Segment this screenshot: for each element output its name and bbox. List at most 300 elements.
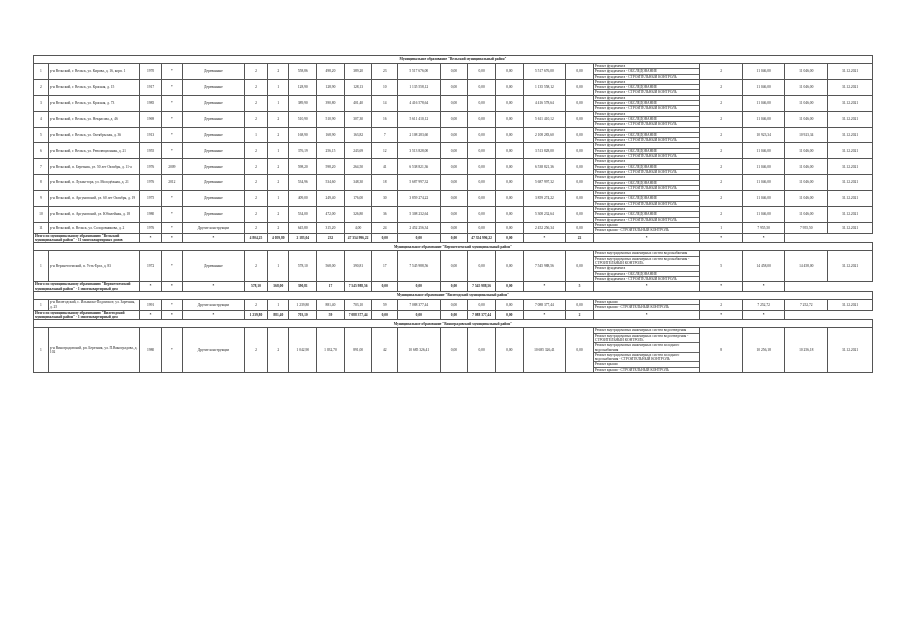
cost-owners: 5 517 676,00: [523, 64, 566, 80]
total-value: *: [742, 282, 785, 292]
max-unit-cost: 11 046,00: [785, 159, 828, 175]
year-reconstruction: *: [161, 222, 182, 233]
area-residential: 703,10: [344, 299, 372, 310]
unit-cost: 11 046,00: [742, 64, 785, 80]
address: р-н Вельский, г. Вельск, ул. Красная, д. 15: [48, 79, 140, 95]
cost-other: 0,00: [566, 299, 594, 310]
year-reconstruction: *: [161, 191, 182, 207]
total-value: 390,81: [289, 282, 317, 292]
cost-other: 0,00: [566, 207, 594, 223]
floors: 2: [244, 328, 267, 373]
row-number: 4: [34, 111, 49, 127]
year-built: 1980: [140, 207, 161, 223]
total-value: *: [523, 310, 566, 320]
wall-material: Деревянные: [183, 175, 245, 191]
cost-federal: 0,00: [440, 207, 468, 223]
row-number: 3: [34, 95, 49, 111]
total-value: 22: [566, 233, 594, 243]
completion-date: 31.12.2021: [828, 175, 873, 191]
total-value: 7 545 988,56: [344, 282, 372, 292]
total-value: 0,00: [372, 233, 398, 243]
municipality-total-row: [34, 310, 873, 320]
area-residential: 4,00: [344, 222, 372, 233]
completion-date: 31.12.2021: [828, 251, 873, 282]
year-reconstruction: *: [161, 328, 182, 373]
work-item: Ремонт фундамента - СТРОИТЕЛЬНЫЙ КОНТРОЛЬ: [594, 74, 677, 79]
table-row: [34, 328, 873, 373]
wall-material: Деревянные: [183, 111, 245, 127]
area-premises: 168,90: [317, 127, 345, 143]
cost-owners: 7 088 377,44: [523, 299, 566, 310]
total-value: 47 354 996,22: [468, 233, 496, 243]
year-reconstruction: *: [161, 64, 182, 80]
total-cost: 2 452 256,34: [398, 222, 441, 233]
total-value: 232: [317, 233, 345, 243]
work-item: Ремонт фундамента - ОБСЛЕДОВАНИЕ: [594, 69, 699, 74]
row-number: 1: [34, 328, 49, 373]
completion-date: 31.12.2021: [828, 95, 873, 111]
total-value: 703,10: [289, 310, 317, 320]
cost-other: 0,00: [566, 64, 594, 80]
works-count: 2: [700, 111, 743, 127]
row-number: 2: [34, 79, 49, 95]
table-row: [34, 299, 873, 310]
works-list: [593, 159, 699, 175]
row-number: 8: [34, 175, 49, 191]
total-area: 389,90: [289, 95, 317, 111]
address: р-н Вельский, г. Вельск, ул. Кирова, д. 16, корп. 1: [48, 64, 140, 80]
cost-federal: 0,00: [440, 328, 468, 373]
total-value: *: [161, 282, 182, 292]
work-item: Ремонт внутридомовых инженерных систем холодного водоснабжения - СТРОИТЕЛЬНЫЙ КОНТРОЛЬ: [594, 353, 699, 363]
area-residential: 264,50: [344, 159, 372, 175]
year-reconstruction: *: [161, 299, 182, 310]
total-value: *: [523, 282, 566, 292]
total-value: 0,00: [372, 282, 398, 292]
capital-repair-table: [33, 55, 873, 373]
cost-owners: 7 545 988,56: [523, 251, 566, 282]
area-premises: 1 032,70: [317, 328, 345, 373]
cost-owners: 5 611 410,12: [523, 111, 566, 127]
area-premises: 390,80: [317, 95, 345, 111]
max-unit-cost: 14 458,00: [785, 251, 828, 282]
cost-other: 0,00: [566, 251, 594, 282]
total-value: *: [593, 282, 699, 292]
total-value: 881,40: [268, 310, 289, 320]
max-unit-cost: 7 252,72: [785, 299, 828, 310]
year-reconstruction: *: [161, 79, 182, 95]
completion-date: 31.12.2021: [828, 111, 873, 127]
completion-date: 31.12.2021: [828, 191, 873, 207]
cost-regional: 0,00: [468, 64, 496, 80]
work-item: Ремонт фундамента - СТРОИТЕЛЬНЫЙ КОНТРОЛЬ: [594, 201, 677, 206]
address: р-н Вельский, г. Вельск, ул. Красная, д. 73: [48, 95, 140, 111]
total-cost: 5 517 676,00: [398, 64, 441, 80]
address: р-н Вельский, п. Вельск, ул. Солодовникова, д. 2: [48, 222, 140, 233]
total-value: *: [183, 233, 245, 243]
cost-federal: 0,00: [440, 79, 468, 95]
works-list: [593, 95, 699, 111]
area-premises: 472,00: [317, 207, 345, 223]
entrances: 2: [268, 64, 289, 80]
floors: 2: [244, 159, 267, 175]
work-item: Ремонт крыши - СТРОИТЕЛЬНЫЙ КОНТРОЛЬ: [594, 228, 670, 233]
works-list: [593, 191, 699, 207]
work-item: Ремонт фундамента: [594, 80, 699, 85]
completion-date: 31.12.2021: [828, 64, 873, 80]
register-sheet: [33, 55, 873, 373]
wall-material: Деревянные: [183, 64, 245, 80]
area-premises: 881,40: [317, 299, 345, 310]
total-cost: 6 538 821,36: [398, 159, 441, 175]
work-item: Ремонт внутридомовых инженерных систем холодного водоснабжения: [594, 343, 699, 353]
works-count: 2: [700, 207, 743, 223]
works-list: [593, 175, 699, 191]
wall-material: Деревянные: [183, 207, 245, 223]
works-count: 2: [700, 79, 743, 95]
works-list: [593, 251, 699, 282]
entrances: 1: [268, 299, 289, 310]
work-item: Ремонт внутридомовых инженерных систем водоотведения - СТРОИТЕЛЬНЫЙ КОНТРОЛЬ: [594, 334, 699, 344]
cost-federal: 0,00: [440, 175, 468, 191]
work-item: Ремонт фундамента - СТРОИТЕЛЬНЫЙ КОНТРОЛЬ: [594, 122, 677, 127]
floors: 2: [244, 207, 267, 223]
total-value: 7 088 377,44: [344, 310, 372, 320]
work-item: Ремонт фундамента - ОБСЛЕДОВАНИЕ: [594, 117, 699, 122]
year-built: 1991: [140, 299, 161, 310]
area-residential: 163,82: [344, 127, 372, 143]
entrances: 2: [268, 222, 289, 233]
residents: 36: [372, 207, 398, 223]
cost-other: 0,00: [566, 159, 594, 175]
year-built: 1985: [140, 95, 161, 111]
completion-date: 31.12.2021: [828, 79, 873, 95]
address: р-н Вилегодский, с. Ильинско-Подомское, ул. Заречная, д. 25: [48, 299, 140, 310]
cost-owners: 5 308 232,64: [523, 207, 566, 223]
total-label: Итого по муниципальному образованию "Верхнетоемский муниципальный район" - 1 многоквартирный дом: [34, 282, 140, 292]
row-number: 1: [34, 251, 49, 282]
year-built: 1917: [140, 79, 161, 95]
address: р-н Вельский, г. Вельск, ул. Некрасова, д. 46: [48, 111, 140, 127]
floors: 2: [244, 111, 267, 127]
wall-material: Деревянные: [183, 159, 245, 175]
work-item: Ремонт фундамента: [594, 128, 699, 133]
cost-other: 0,00: [566, 222, 594, 233]
year-reconstruction: *: [161, 251, 182, 282]
works-count: 2: [700, 299, 743, 310]
total-value: 0,00: [495, 233, 523, 243]
row-number: 6: [34, 143, 49, 159]
floors: 2: [244, 79, 267, 95]
residents: 16: [372, 111, 398, 127]
total-area: 510,90: [289, 111, 317, 127]
completion-date: 31.12.2021: [828, 207, 873, 223]
cost-municipal: 0,00: [495, 328, 523, 373]
work-item: Ремонт фундамента - ОБСЛЕДОВАНИЕ: [594, 85, 699, 90]
cost-regional: 0,00: [468, 191, 496, 207]
total-value: *: [742, 233, 785, 243]
unit-cost: 11 046,00: [742, 111, 785, 127]
max-unit-cost: 11 046,00: [785, 111, 828, 127]
completion-date: 31.12.2021: [828, 328, 873, 373]
work-item: Ремонт фундамента - ОБСЛЕДОВАНИЕ: [594, 133, 699, 138]
municipality-title: Муниципальное образование "Верхнетоемский муниципальный район": [34, 243, 873, 251]
address: р-н Вельский, п. Березник, ул. 50 лет Октября, д. 11-а: [48, 159, 140, 175]
works-list: [593, 207, 699, 223]
area-residential: 389,20: [344, 64, 372, 80]
work-item: Ремонт фундамента: [594, 207, 699, 212]
works-list: [593, 299, 699, 310]
total-value: 0,00: [372, 310, 398, 320]
area-residential: 307,30: [344, 111, 372, 127]
year-built: 1980: [140, 328, 161, 373]
work-item: Ремонт фундамента - СТРОИТЕЛЬНЫЙ КОНТРОЛЬ: [594, 106, 677, 111]
year-built: 1970: [140, 64, 161, 80]
total-value: 0,00: [398, 282, 441, 292]
table-row: [34, 95, 873, 111]
work-item: Ремонт фундамента - ОБСЛЕДОВАНИЕ: [594, 212, 699, 217]
table-row: [34, 127, 873, 143]
total-value: 17: [317, 282, 345, 292]
residents: 10: [372, 79, 398, 95]
year-built: 1976: [140, 175, 161, 191]
residents: 30: [372, 191, 398, 207]
max-unit-cost: 11 046,00: [785, 79, 828, 95]
cost-other: 0,00: [566, 111, 594, 127]
wall-material: Деревянные: [183, 191, 245, 207]
work-item: Ремонт фундамента - СТРОИТЕЛЬНЫЙ КОНТРОЛЬ: [594, 169, 677, 174]
area-premises: 249,40: [317, 191, 345, 207]
unit-cost: 11 046,00: [742, 79, 785, 95]
total-value: 0,00: [440, 310, 468, 320]
max-unit-cost: 11 046,00: [785, 64, 828, 80]
total-value: *: [161, 233, 182, 243]
max-unit-cost: 11 046,00: [785, 207, 828, 223]
cost-federal: 0,00: [440, 127, 468, 143]
floors: 1: [244, 127, 267, 143]
total-value: *: [700, 310, 743, 320]
works-list: [593, 79, 699, 95]
total-area: 534,00: [289, 207, 317, 223]
total-cost: 3 513 828,00: [398, 143, 441, 159]
max-unit-cost: 10 256,18: [785, 328, 828, 373]
floors: 2: [244, 299, 267, 310]
total-cost: 10 685 326,41: [398, 328, 441, 373]
year-built: 1972: [140, 251, 161, 282]
address: р-н Вельский, г. Вельск, ул. Октябрьская, д. 36: [48, 127, 140, 143]
works-count: 2: [700, 95, 743, 111]
cost-regional: 0,00: [468, 175, 496, 191]
area-premises: 568,00: [317, 251, 345, 282]
cost-municipal: 0,00: [495, 127, 523, 143]
unit-cost: 11 046,00: [742, 159, 785, 175]
row-number: 1: [34, 299, 49, 310]
cost-municipal: 0,00: [495, 64, 523, 80]
works-count: 2: [700, 159, 743, 175]
row-number: 11: [34, 222, 49, 233]
work-item: Ремонт фундамента: [594, 191, 699, 196]
total-value: 7 088 377,44: [468, 310, 496, 320]
total-value: 0,00: [398, 233, 441, 243]
total-area: 1 239,80: [289, 299, 317, 310]
total-value: 7 545 988,56: [468, 282, 496, 292]
total-value: *: [523, 233, 566, 243]
work-item: Ремонт фундамента - ОБСЛЕДОВАНИЕ: [594, 149, 699, 154]
area-residential: 348,30: [344, 175, 372, 191]
municipality-total-row: [34, 282, 873, 292]
table-row: [34, 79, 873, 95]
entrances: 2: [268, 175, 289, 191]
work-item: Ремонт фундамента: [594, 143, 699, 148]
municipality-header-row: [34, 291, 873, 299]
year-reconstruction: *: [161, 127, 182, 143]
total-value: *: [700, 282, 743, 292]
year-reconstruction: *: [161, 111, 182, 127]
residents: 42: [372, 328, 398, 373]
entrances: 1: [268, 79, 289, 95]
area-premises: 598,20: [317, 159, 345, 175]
unit-cost: 11 046,00: [742, 207, 785, 223]
cost-owners: 1 135 558,12: [523, 79, 566, 95]
cost-other: 0,00: [566, 143, 594, 159]
total-cost: 4 416 578,64: [398, 95, 441, 111]
floors: 2: [244, 222, 267, 233]
unit-cost: 11 046,00: [742, 191, 785, 207]
work-item: Ремонт внутридомовых инженерных систем водоснабжения: [594, 251, 699, 256]
table-row: [34, 111, 873, 127]
work-item: Ремонт фундамента - СТРОИТЕЛЬНЫЙ КОНТРОЛЬ: [594, 276, 677, 281]
entrances: 1: [268, 95, 289, 111]
row-number: 5: [34, 127, 49, 143]
wall-material: Деревянные: [183, 143, 245, 159]
area-premises: 128,90: [317, 79, 345, 95]
total-value: *: [183, 282, 245, 292]
area-residential: 128,13: [344, 79, 372, 95]
work-item: Ремонт фундамента: [594, 96, 699, 101]
residents: 59: [372, 299, 398, 310]
wall-material: Другие конструкции: [183, 222, 245, 233]
work-item: Ремонт крыши: [594, 223, 699, 228]
unit-cost: 7 955,50: [742, 222, 785, 233]
entrances: 1: [268, 251, 289, 282]
cost-regional: 0,00: [468, 159, 496, 175]
table-row: [34, 143, 873, 159]
work-item: Ремонт фундамента - СТРОИТЕЛЬНЫЙ КОНТРОЛЬ: [594, 217, 677, 222]
cost-other: 0,00: [566, 328, 594, 373]
total-value: 2: [566, 310, 594, 320]
total-value: 0,00: [495, 282, 523, 292]
completion-date: 31.12.2021: [828, 222, 873, 233]
entrances: 2: [268, 159, 289, 175]
entrances: 2: [268, 127, 289, 143]
municipality-header-row: [34, 320, 873, 328]
year-built: 1969: [140, 111, 161, 127]
cost-owners: 3 513 828,00: [523, 143, 566, 159]
cost-municipal: 0,00: [495, 111, 523, 127]
unit-cost: 14 458,00: [742, 251, 785, 282]
total-area: 534,96: [289, 175, 317, 191]
area-premises: 256,15: [317, 143, 345, 159]
residents: 7: [372, 127, 398, 143]
cost-regional: 0,00: [468, 328, 496, 373]
work-item: Ремонт фундамента - СТРОИТЕЛЬНЫЙ КОНТРОЛЬ: [594, 138, 677, 143]
row-number: 7: [34, 159, 49, 175]
table-row: [34, 222, 873, 233]
completion-date: 31.12.2021: [828, 299, 873, 310]
max-unit-cost: 11 046,00: [785, 95, 828, 111]
total-cost: 7 545 988,56: [398, 251, 441, 282]
cost-regional: 0,00: [468, 111, 496, 127]
total-area: 376,19: [289, 143, 317, 159]
year-built: 1976: [140, 159, 161, 175]
entrances: 2: [268, 111, 289, 127]
work-item: Ремонт фундамента: [594, 112, 699, 117]
total-value: 578,10: [244, 282, 267, 292]
cost-municipal: 0,00: [495, 143, 523, 159]
cost-owners: 2 452 256,34: [523, 222, 566, 233]
residents: 23: [372, 64, 398, 80]
unit-cost: 10 256,18: [742, 328, 785, 373]
wall-material: Деревянные: [183, 79, 245, 95]
cost-municipal: 0,00: [495, 299, 523, 310]
total-area: 578,10: [289, 251, 317, 282]
total-area: 598,20: [289, 159, 317, 175]
works-count: 2: [700, 175, 743, 191]
total-cost: 1 135 558,12: [398, 79, 441, 95]
area-residential: 891,00: [344, 328, 372, 373]
residents: 24: [372, 222, 398, 233]
municipality-header-row: [34, 243, 873, 251]
total-cost: 7 088 377,44: [398, 299, 441, 310]
residents: 41: [372, 159, 398, 175]
municipality-title: Муниципальное образование "Виноградовский муниципальный район": [34, 320, 873, 328]
works-count: 2: [700, 127, 743, 143]
total-value: 568,00: [268, 282, 289, 292]
max-unit-cost: 10 923,34: [785, 127, 828, 143]
cost-other: 0,00: [566, 127, 594, 143]
cost-regional: 0,00: [468, 95, 496, 111]
max-unit-cost: 11 046,00: [785, 143, 828, 159]
entrances: 1: [268, 143, 289, 159]
total-value: 1 239,80: [244, 310, 267, 320]
total-value: 2 183,04: [289, 233, 317, 243]
floors: 2: [244, 251, 267, 282]
total-area: 558,86: [289, 64, 317, 80]
cost-municipal: 0,00: [495, 159, 523, 175]
area-residential: 326,80: [344, 207, 372, 223]
work-item: Ремонт фундамента: [594, 64, 699, 69]
area-premises: 498,20: [317, 64, 345, 80]
area-premises: 534,60: [317, 175, 345, 191]
cost-municipal: 0,00: [495, 95, 523, 111]
work-item: Ремонт фундамента: [594, 266, 699, 271]
total-value: 59: [317, 310, 345, 320]
year-reconstruction: *: [161, 207, 182, 223]
cost-regional: 0,00: [468, 127, 496, 143]
table-row: [34, 207, 873, 223]
row-number: 9: [34, 191, 49, 207]
total-value: 4 059,80: [268, 233, 289, 243]
area-premises: 315,20: [317, 222, 345, 233]
total-value: *: [140, 310, 161, 320]
cost-owners: 3 859 274,22: [523, 191, 566, 207]
total-value: 5: [566, 282, 594, 292]
cost-federal: 0,00: [440, 64, 468, 80]
cost-other: 0,00: [566, 79, 594, 95]
address: р-н Вельский, п. Лукин-гора, ул. Молодёжная, д. 21: [48, 175, 140, 191]
municipality-total-row: [34, 233, 873, 243]
cost-owners: 4 416 578,64: [523, 95, 566, 111]
